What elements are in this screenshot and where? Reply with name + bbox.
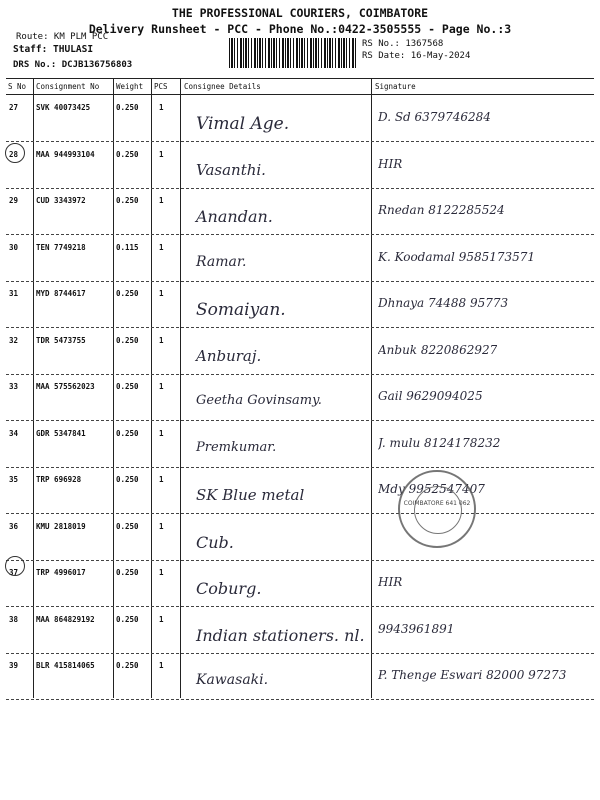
- row-sno: 27: [9, 103, 19, 112]
- row-weight: 0.250: [116, 382, 139, 391]
- row-sno: 33: [9, 382, 19, 391]
- row-sno: 32: [9, 335, 19, 345]
- route-label: Route: KM PLM PCC: [16, 32, 109, 42]
- row-signature-handwritten: Mdy 9952547407: [378, 482, 485, 496]
- row-consignment-no: GDR 5347841: [36, 428, 86, 438]
- row-sno: 38: [9, 614, 19, 624]
- row-consignment-no: MYD 8744617: [36, 289, 86, 298]
- row-consignment-no: TRP 4996017: [36, 568, 86, 577]
- table-row: [6, 282, 594, 328]
- row-sno: 39: [9, 661, 19, 670]
- row-highlight-circle: [5, 556, 25, 576]
- row-consignee-handwritten: Anandan.: [196, 207, 273, 226]
- row-consignee-handwritten: Anburaj.: [196, 346, 262, 365]
- row-sno: 28: [9, 149, 19, 159]
- company-stamp: [398, 470, 476, 548]
- row-sno: 29: [9, 196, 19, 205]
- row-consignee-handwritten: Vimal Age.: [196, 114, 290, 134]
- row-weight: 0.250: [116, 661, 139, 670]
- row-consignee-handwritten: Premkumar.: [196, 439, 277, 455]
- row-consignment-no: BLR 415814065: [36, 661, 95, 670]
- table-row: [6, 329, 594, 375]
- table-row: [6, 561, 594, 607]
- row-weight: 0.115: [116, 242, 139, 252]
- row-consignee-handwritten: SK Blue metal: [196, 486, 305, 504]
- table-header-border: [6, 94, 594, 95]
- header-sno: S No: [8, 82, 27, 91]
- row-pcs: 1: [159, 428, 164, 438]
- row-pcs: 1: [159, 196, 164, 205]
- row-signature-handwritten: Rnedan 8122285524: [378, 203, 505, 217]
- table-top-border: [6, 78, 594, 79]
- header-signature: Signature: [375, 82, 416, 91]
- table-row: [6, 189, 594, 235]
- row-weight: 0.250: [116, 475, 139, 484]
- row-pcs: 1: [159, 335, 164, 345]
- row-weight: 0.250: [116, 521, 139, 531]
- rs-date: RS Date: 16-May-2024: [362, 51, 471, 61]
- row-consignment-no: TEN 7749218: [36, 242, 86, 252]
- row-consignment-no: MAA 944993104: [36, 149, 95, 159]
- header-consignee: Consignee Details: [184, 82, 261, 91]
- row-pcs: 1: [159, 521, 164, 531]
- row-sno: 36: [9, 521, 19, 531]
- row-consignee-handwritten: Cub.: [196, 532, 234, 552]
- row-consignment-no: MAA 575562023: [36, 382, 95, 391]
- barcode: [229, 38, 357, 68]
- table-row: [6, 236, 594, 282]
- runsheet-subtitle: Delivery Runsheet - PCC - Phone No.:0422-3505555 - Page No.:3: [88, 22, 512, 36]
- row-weight: 0.250: [116, 196, 139, 205]
- row-consignee-handwritten: Vasanthi.: [196, 160, 266, 179]
- row-weight: 0.250: [116, 568, 139, 577]
- row-pcs: 1: [159, 614, 164, 624]
- row-signature-handwritten: Dhnaya 74488 95773: [378, 296, 509, 310]
- row-consignee-handwritten: Somaiyan.: [196, 300, 286, 320]
- row-signature-handwritten: HIR: [378, 156, 403, 171]
- table-row: [6, 654, 594, 700]
- header-weight: Weight: [116, 82, 144, 91]
- row-sno: 31: [9, 289, 19, 298]
- row-signature-handwritten: HIR: [378, 575, 403, 589]
- row-signature-handwritten: K. Koodamal 9585173571: [378, 249, 536, 264]
- row-weight: 0.250: [116, 614, 139, 624]
- row-weight: 0.250: [116, 103, 139, 112]
- row-signature-handwritten: Gail 9629094025: [378, 389, 483, 403]
- row-consignment-no: SVK 40073425: [36, 103, 91, 112]
- row-consignee-handwritten: Kawasaki.: [196, 672, 269, 688]
- row-pcs: 1: [159, 382, 164, 391]
- row-pcs: 1: [159, 289, 164, 298]
- row-consignee-handwritten: Geetha Govinsamy.: [196, 393, 322, 408]
- table-row: [6, 608, 594, 654]
- row-consignment-no: MAA 864829192: [36, 614, 95, 624]
- row-signature-handwritten: D. Sd 6379746284: [378, 110, 491, 124]
- row-consignment-no: KMU 2818019: [36, 521, 86, 531]
- row-sno: 37: [9, 568, 19, 577]
- row-consignee-handwritten: Coburg.: [196, 579, 262, 598]
- row-pcs: 1: [159, 242, 164, 252]
- row-pcs: 1: [159, 475, 164, 484]
- row-pcs: 1: [159, 661, 164, 670]
- runsheet-title: THE PROFESSIONAL COURIERS, COIMBATORE: [171, 6, 429, 20]
- row-sno: 34: [9, 428, 19, 438]
- row-sno: 30: [9, 242, 19, 252]
- header-consignment: Consignment No: [36, 82, 100, 91]
- table-row: [6, 375, 594, 421]
- stamp-text: COIMBATORE 641 062: [403, 500, 471, 507]
- row-pcs: 1: [159, 103, 164, 112]
- drs-number: DRS No.: DCJB136756803: [13, 60, 133, 70]
- row-consignee-handwritten: Ramar.: [196, 253, 247, 270]
- table-row: [6, 96, 594, 142]
- rs-number: RS No.: 1367568: [362, 39, 444, 49]
- row-signature-handwritten: J. mulu 8124178232: [378, 435, 501, 450]
- row-signature-handwritten: P. Thenge Eswari 82000 97273: [378, 668, 567, 682]
- header-pcs: PCS: [154, 82, 168, 91]
- row-weight: 0.250: [116, 335, 139, 345]
- row-sno: 35: [9, 475, 19, 484]
- row-consignment-no: CUD 3343972: [36, 196, 86, 205]
- staff-label: Staff: THULASI: [13, 44, 94, 55]
- row-weight: 0.250: [116, 428, 139, 438]
- row-consignee-handwritten: Indian stationers. nl.: [196, 625, 365, 645]
- row-consignment-no: TDR 5473755: [36, 335, 86, 345]
- row-weight: 0.250: [116, 289, 139, 298]
- table-row: [6, 468, 594, 514]
- row-signature-handwritten: 9943961891: [378, 621, 455, 636]
- table-row: [6, 515, 594, 561]
- row-weight: 0.250: [116, 149, 139, 159]
- row-signature-handwritten: Anbuk 8220862927: [378, 342, 498, 357]
- row-pcs: 1: [159, 149, 164, 159]
- row-consignment-no: TRP 696928: [36, 475, 82, 484]
- row-highlight-circle: [5, 143, 25, 163]
- row-pcs: 1: [159, 568, 164, 577]
- table-row: [6, 422, 594, 468]
- table-row: [6, 143, 594, 189]
